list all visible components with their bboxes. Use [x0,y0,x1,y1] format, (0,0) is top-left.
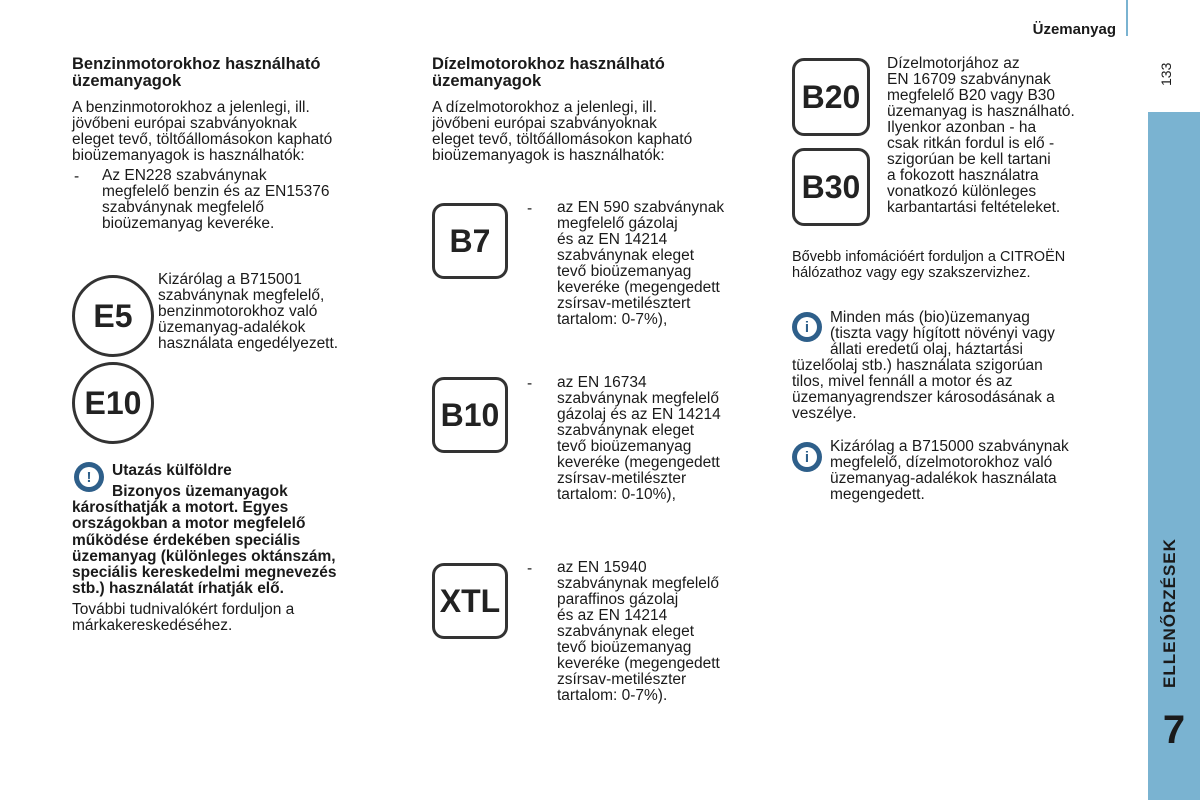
chapter-label: ELLENŐRZÉSEK [1160,538,1179,688]
header-divider [1126,0,1128,36]
b10-badge: B10 [432,377,508,453]
warning-icon: ! [74,462,104,492]
e10-badge: E10 [72,362,154,444]
travel-warning-body-bold: Bizonyos üzemanyagok károsíthatják a motort. Egyes országokban a motor megfelelő működése érdekében speciális üzemanyag (különleges oktánszám, speciális kereskedelmi megnevezés stb.) használatát írhatják elő. [72,483,337,598]
petrol-item-text: Az EN228 szabványnak megfelelő benzin és az EN15376 szabványnak megfelelő bioüzemanyag keveréke. [102,167,330,232]
chapter-tab [1148,112,1200,800]
e5-badge: E5 [72,275,154,357]
b20-b30-text: Dízelmotorjához az EN 16709 szabványnak megfelelő B20 vagy B30 üzemanyag is használható. Ilyenkor azonban - ha csak ritkán fordul is elő - szigorúan be kell tartani a fokozott használatra vonatkozó különleges karbantartási feltételeket. [887,55,1075,216]
b7-badge: B7 [432,203,508,279]
b7-text: az EN 590 szabványnak megfelelő gázolaj és az EN 14214 szabványnak eleget tevő bioüzemanyag keveréke (megengedett zsírsav-metilésztert tartalom: 0-7%), [557,199,725,328]
b10-text: az EN 16734 szabványnak megfelelő gázolaj és az EN 14214 szabványnak eleget tevő bioüzemanyag keveréke (megengedett zsírsav-metilészter tartalom: 0-10%), [557,374,721,503]
travel-warning-body: További tudnivalókért forduljon a márkakereskedéséhez. [72,601,295,634]
b20-badge: B20 [792,58,870,136]
b7-dash: - [527,200,533,217]
chapter-number: 7 [1162,708,1186,752]
info-note-2-text: Kizárólag a B715000 szabványnak megfelelő, dízelmotorokhoz való üzemanyag-adalékok használata megengedett. [830,438,1069,503]
petrol-heading: Benzinmotorokhoz használható üzemanyagok [72,55,321,90]
diesel-intro: A dízelmotorokhoz a jelenlegi, ill. jövőbeni európai szabványoknak eleget tevő, töltőállomásokon kapható bioüzemanyagok is használhatók: [432,99,693,164]
info-note-1-rest: tüzelőolaj stb.) használata szigorúan tilos, mivel fennáll a motor és az üzemanyagrendszer károsodásának a veszélye. [792,357,1055,422]
b10-dash: - [527,375,533,392]
section-title: Üzemanyag [1032,21,1116,38]
petrol-item-dash: - [74,168,80,185]
xtl-text: az EN 15940 szabványnak megfelelő paraffinos gázolaj és az EN 14214 szabványnak eleget tevő bioüzemanyag keveréke (megengedett zsírsav-metilészter tartalom: 0-7%). [557,559,720,704]
info-icon: i [792,442,822,472]
xtl-badge: XTL [432,563,508,639]
b30-badge: B30 [792,148,870,226]
more-info-text: Bővebb infomációért forduljon a CITROËN hálózathoz vagy egy szakszervizhez. [792,249,1066,281]
info-icon: i [792,312,822,342]
diesel-heading: Dízelmotorokhoz használható üzemanyagok [432,55,665,90]
petrol-additive-note: Kizárólag a B715001 szabványnak megfelelő, benzinmotorokhoz való üzemanyag-adalékok használata engedélyezett. [158,271,339,352]
page-number: 133 [1158,62,1174,86]
xtl-dash: - [527,560,533,577]
travel-warning-title: Utazás külföldre [112,462,232,479]
info-note-1-first: Minden más (bio)üzemanyag (tiszta vagy hígított növényi vagy állati eredetű olaj, háztartási [830,309,1055,358]
petrol-intro: A benzinmotorokhoz a jelenlegi, ill. jövőbeni európai szabványoknak eleget tevő, töltőállomásokon kapható bioüzemanyagok is használhatók: [72,99,333,164]
